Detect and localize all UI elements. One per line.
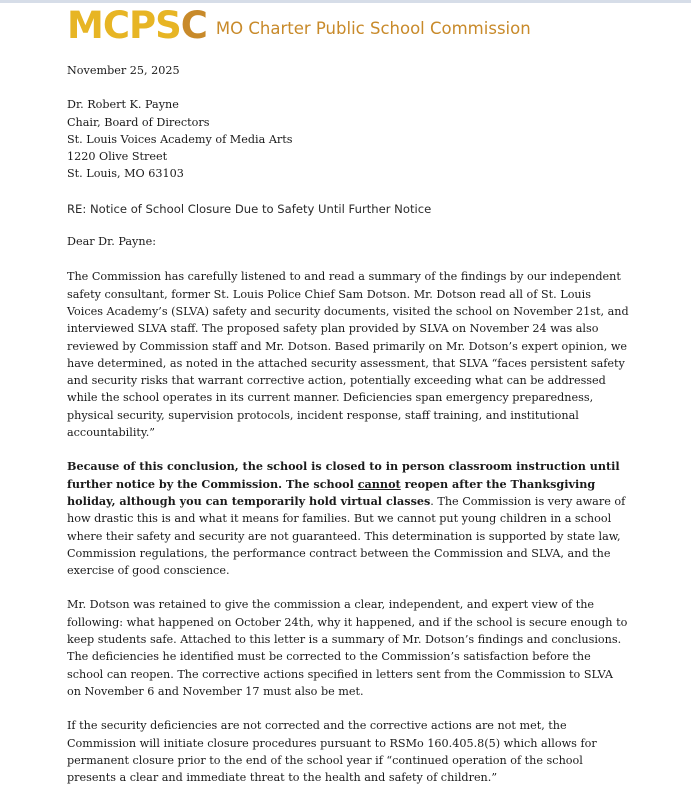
recipient-name: Dr. Robert K. Payne bbox=[67, 98, 179, 112]
letter-body bbox=[67, 62, 629, 786]
recipient-address bbox=[67, 96, 629, 182]
salutation: Dear Dr. Payne: bbox=[67, 235, 156, 249]
recipient-city: St. Louis, MO 63103 bbox=[67, 167, 184, 181]
paragraph-findings: The Commission has carefully listened to and read a summary of the findings by our independent safety consultant, former St. Louis Police Chief Sam Dotson. Mr. Dotson read all of St. Louis Voices Academy’s (SLVA) safety and security documents, visited the school on November 21st, and interviewed SLVA staff. The proposed safety plan provided by SLVA on November 24 was also reviewed by Commission staff and Mr. Dotson. Based primarily on Mr. Dotson’s expert opinion, we have determined, as noted in the attached security assessment, that SLVA “faces persistent safety and security risks that warrant corrective action, potentially exceeding what can be addressed while the school operates in its current manner. Deficiencies span emergency preparedness, physical security, supervision protocols, incident response, staff training, and institutional accountability.” bbox=[67, 270, 629, 440]
mcpsc-logo bbox=[67, 6, 207, 46]
top-border bbox=[0, 0, 691, 3]
letter-date: November 25, 2025 bbox=[67, 64, 180, 77]
paragraph-consultant: Mr. Dotson was retained to give the commission a clear, independent, and expert view of the following: what happened on October 24th, why it happened, and if the school is secure enough to keep students safe. Attached to this letter is a summary of Mr. Dotson’s findings and conclusions. The deficiencies he identified must be corrected to the Commission’s satisfaction before the school can reopen. The corrective actions specified in letters sent from the Commission to SLVA on November 6 and November 17 must also be met. bbox=[67, 598, 628, 698]
closure-normal-text: . The Commission is very aware of how drastic this is and what it means for families. But we cannot put young children in a school where their safety and security are not guaranteed. This determination is supported by state law, Commission regulations, the performance contract between the Commission and SLVA, and the exercise of good conscience. bbox=[67, 494, 626, 578]
organization-name: MO Charter Public School Commission bbox=[215, 19, 531, 38]
closure-bold-a: Because of this conclusion, the school is closed to in person classroom instruction until further notice by the Commission. The school bbox=[67, 459, 620, 491]
closure-emphasis-cannot: cannot bbox=[357, 476, 401, 491]
logo-text-accent: C bbox=[180, 4, 207, 47]
closure-bold-b: reopen after the Thanksgiving holiday, although you can temporarily hold virtual classes bbox=[67, 476, 596, 508]
recipient-title: Chair, Board of Directors bbox=[67, 115, 210, 129]
recipient-street: 1220 Olive Street bbox=[67, 150, 168, 164]
subject-line: RE: Notice of School Closure Due to Safety Until Further Notice bbox=[67, 201, 432, 216]
logo-text-main: MCPS bbox=[67, 4, 181, 47]
paragraph-closure bbox=[67, 458, 629, 579]
letterhead bbox=[67, 6, 531, 46]
paragraph-closure-procedures: If the security deficiencies are not corrected and the corrective actions are not met, the Commission will initiate closure procedures pursuant to RSMo 160.405.8(5) which allows for permanent closure prior to the end of the school year if “continued operation of the school presents a clear and immediate threat to the health and safety of children.” bbox=[67, 719, 597, 785]
recipient-organization: St. Louis Voices Academy of Media Arts bbox=[67, 132, 293, 146]
